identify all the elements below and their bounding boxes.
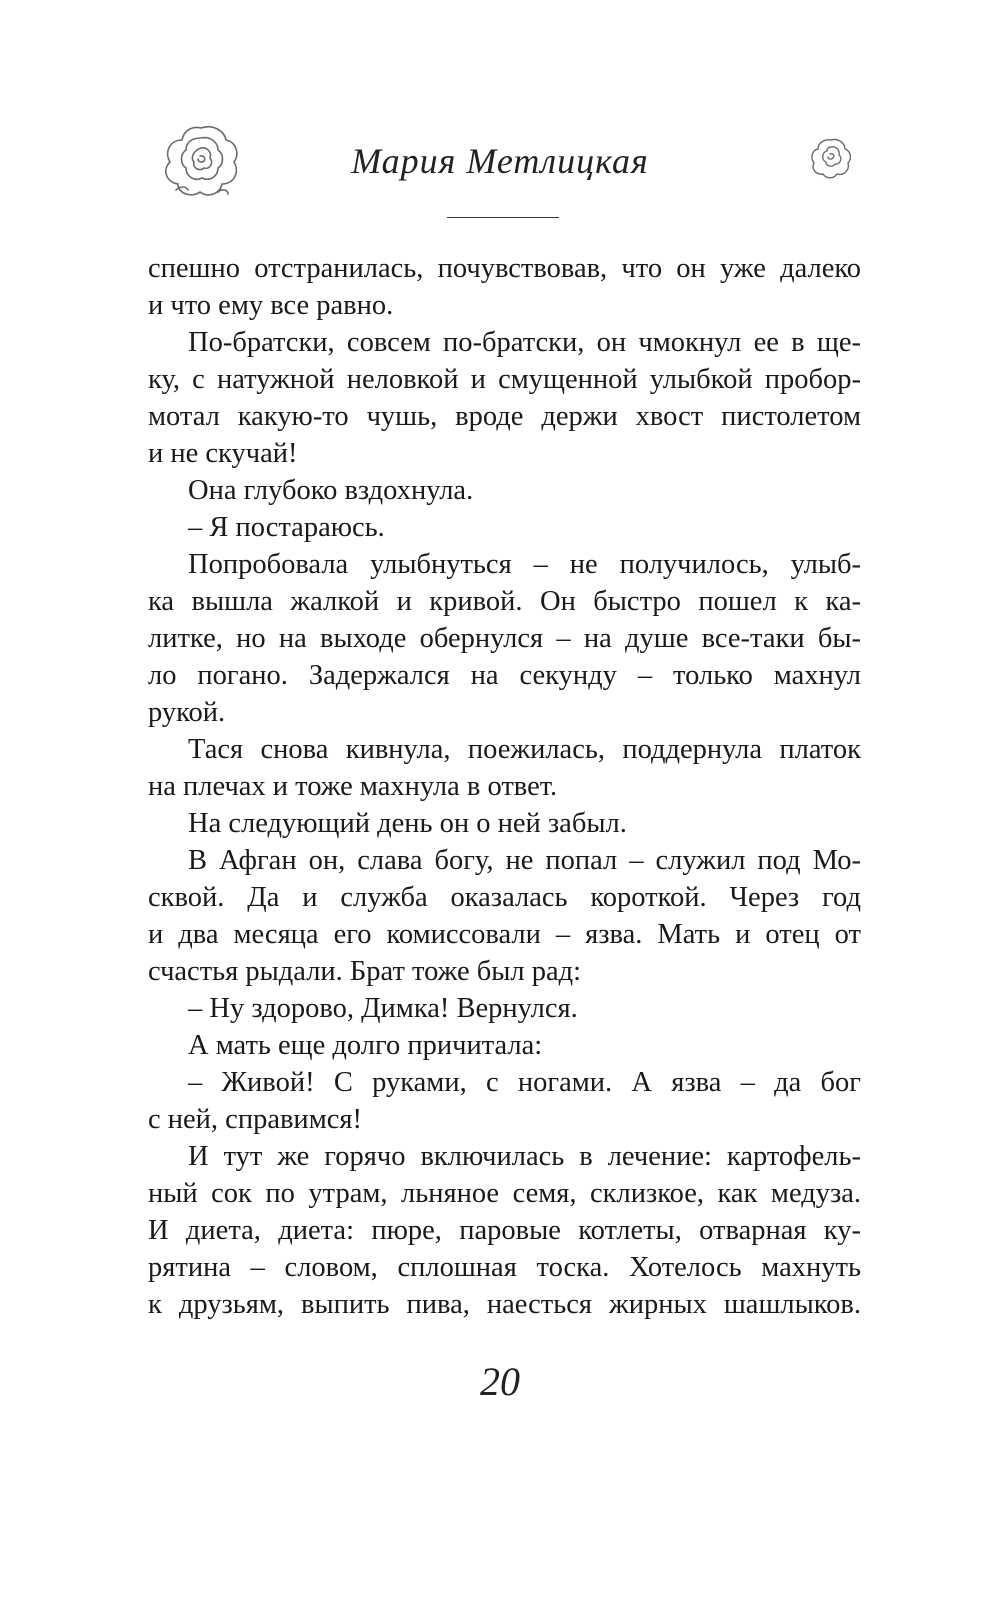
text-line: ло погано. Задержался на секунду – только махнул [148,660,861,691]
text-line: к друзьям, выпить пива, наесться жирных шашлыков. [148,1289,861,1320]
text-line: мотал какую-то чушь, вроде держи хвост пистолетом [148,401,861,432]
text-line: В Афган он, слава богу, не попал – служил под Мо- [188,845,861,876]
text-line: на плечах и тоже махнула в ответ. [148,771,558,802]
text-line: – Ну здорово, Димка! Вернулся. [188,993,578,1024]
text-line: литке, но на выходе обернулся – на душе все-таки бы- [148,623,861,654]
text-line: и два месяца его комиссовали – язва. Мать и отец от [148,919,861,950]
header-divider [447,217,559,218]
text-line: Она глубоко вздохнула. [188,475,474,506]
text-line: счастья рыдали. Брат тоже был рад: [148,956,582,987]
text-line: На следующий день он о ней забыл. [188,808,627,839]
text-line: По-братски, совсем по-братски, он чмокнул ее в ще- [188,327,861,358]
text-line: ку, с натужной неловкой и смущенной улыбкой пробор- [148,364,861,395]
text-line: – Я постараюсь. [188,512,385,543]
rose-ornament-icon [808,135,854,181]
text-line: Тася снова кивнула, поежилась, поддернула платок [188,734,861,765]
text-line: с ней, справимся! [148,1104,362,1135]
text-line: сквой. Да и служба оказалась короткой. Через год [148,882,861,913]
running-head-author: Мария Метлицкая [351,141,649,181]
body-text [148,250,861,1323]
page-number: 20 [480,1359,520,1404]
page-header [0,0,1000,260]
text-line: рятина – словом, сплошная тоска. Хотелось махнуть [148,1252,861,1283]
text-line: И тут же горячо включилась в лечение: картофель- [188,1141,861,1172]
text-line: Попробовала улыбнуться – не получилось, улыб- [188,549,861,580]
text-line: ка вышла жалкой и кривой. Он быстро пошел к ка- [148,586,861,617]
rose-ornament-icon [160,120,242,202]
text-line: рукой. [148,697,226,728]
text-line: – Живой! С руками, с ногами. А язва – да бог [188,1067,861,1098]
text-line: ный сок по утрам, льняное семя, склизкое, как медуза. [148,1178,861,1209]
text-line: И диета, диета: пюре, паровые котлеты, отварная ку- [148,1215,861,1246]
text-line: спешно отстранилась, почувствовав, что он уже далеко [148,253,861,284]
text-line: и что ему все равно. [148,290,394,321]
text-line: А мать еще долго причитала: [188,1030,543,1061]
text-line: и не скучай! [148,438,298,469]
